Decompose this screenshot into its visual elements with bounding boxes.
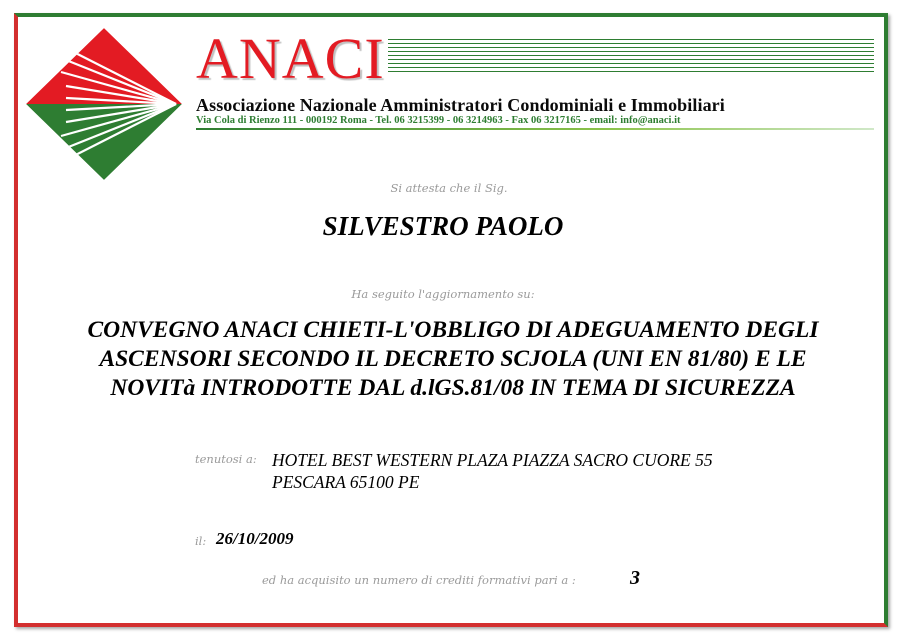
venue-line: PESCARA 65100 PE — [272, 472, 420, 492]
attests-label: Si attesta che il Sig. — [390, 181, 508, 195]
header-stripes — [388, 39, 874, 73]
course-title — [30, 316, 876, 403]
header-divider — [196, 128, 874, 130]
anaci-diamond-logo-icon — [26, 28, 182, 180]
credits-value: 3 — [630, 567, 640, 589]
participant-name: SILVESTRO PAOLO — [322, 211, 564, 241]
followed-label: Ha seguito l'aggiornamento su: — [351, 287, 535, 301]
credits-label: ed ha acquisito un numero di crediti formativi pari a : — [262, 573, 576, 587]
course-title-line: NOVITà INTRODOTTE DAL d.lGS.81/08 IN TEMA DI SICUREZZA — [110, 375, 796, 401]
association-address: Via Cola di Rienzo 111 - 000192 Roma - Tel. 06 3215399 - 06 3214963 - Fax 06 3217165 - email: info@anaci.it — [196, 115, 681, 126]
course-title-line: ASCENSORI SECONDO IL DECRETO SCJOLA (UNI EN 81/80) E LE — [99, 346, 807, 372]
association-name: Associazione Nazionale Amministratori Condominiali e Immobiliari — [196, 95, 725, 115]
date-label: il: — [195, 534, 207, 548]
event-date: 26/10/2009 — [216, 529, 294, 548]
brand-title: ANACI — [196, 26, 385, 91]
venue-line: HOTEL BEST WESTERN PLAZA PIAZZA SACRO CUORE 55 — [272, 450, 713, 470]
venue — [272, 449, 713, 493]
course-title-line: CONVEGNO ANACI CHIETI-L'OBBLIGO DI ADEGUAMENTO DEGLI — [87, 317, 819, 343]
held-at-label: tenutosi a: — [195, 452, 257, 466]
